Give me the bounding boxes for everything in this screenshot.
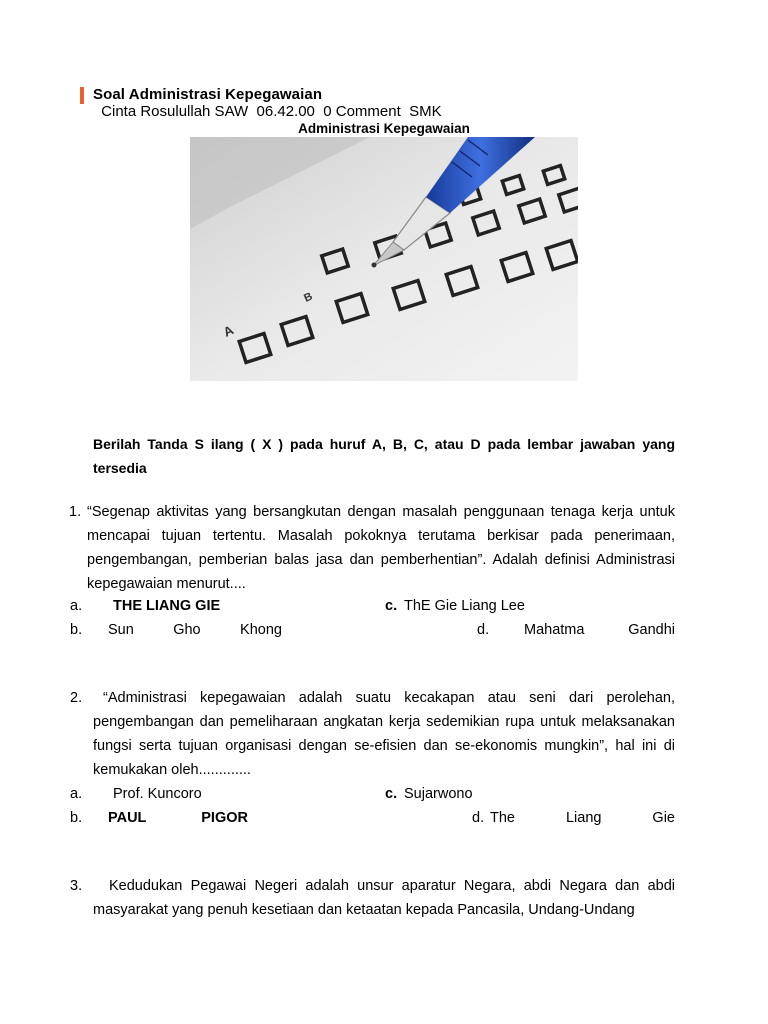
q1-option-a-text[interactable]: THE LIANG GIE <box>113 598 221 614</box>
q2-option-a-letter: a. <box>70 786 83 802</box>
q1-option-b-word: Gho <box>173 622 201 638</box>
question-3-number: 3. <box>70 878 83 894</box>
q1-option-b-letter: b. <box>70 622 83 638</box>
question-1-text: “Segenap aktivitas yang bersangkutan dengan masalah penggunaan tenaga kerja untuk mencapai tujuan tertentu. Masalah pokoknya terutama berkisar pada penerimaan, pengembangan, pemberian balas jasa dan pemberhentian”. Adalah definisi Administrasi kepegawaian menurut.... <box>87 504 675 592</box>
q1-option-d-letter: d. <box>477 622 490 638</box>
q2-option-d-letter: d. <box>472 810 485 826</box>
q2-option-b-word: PAUL <box>108 810 147 826</box>
q2-option-d-word: Liang <box>565 810 602 826</box>
instruction: Berilah Tanda S ilang ( X ) pada huruf A, B, C, atau D pada lembar jawaban yang tersedia <box>93 436 675 476</box>
q1-option-a-letter: a. <box>70 598 83 614</box>
question-2-number: 2. <box>70 690 83 706</box>
option-letter-b: B <box>302 290 315 305</box>
q1-option-b-text[interactable] <box>108 618 282 642</box>
q1-option-c-text[interactable]: ThE Gie Liang Lee <box>404 598 525 614</box>
q1-option-d-word: Mahatma <box>524 622 585 638</box>
q2-option-c-letter: c. <box>385 786 398 802</box>
q2-option-d-word: The <box>490 810 515 826</box>
option-letter-a: A <box>220 322 236 340</box>
q2-option-c-text[interactable]: Sujarwono <box>404 786 473 802</box>
post-subtitle: Administrasi Kepegawaian <box>298 121 470 136</box>
title-accent-bar <box>80 87 84 104</box>
q2-option-b-letter: b. <box>70 810 83 826</box>
question-3-text: Kedudukan Pegawai Negeri adalah unsur aparatur Negara, abdi Negara dan abdi masyarakat yang penuh kesetiaan dan ketaatan kepada Pancasila, Undang-Undang <box>93 878 675 918</box>
q1-option-d-word: Gandhi <box>628 622 675 638</box>
q1-option-b-word: Sun <box>108 622 134 638</box>
post-meta: Cinta Rosulullah SAW 06.42.00 0 Comment SMK <box>97 103 442 120</box>
answer-sheet-photo <box>190 137 578 381</box>
q1-option-c-letter: c. <box>385 598 398 614</box>
q2-option-d-word: Gie <box>652 810 675 826</box>
question-2-text: “Administrasi kepegawaian adalah suatu kecakapan atau seni dari perolehan, pengembangan dan pemeliharaan angkatan kerja sedemikian rupa untuk melaksanakan fungsi serta tujuan organisasi dengan se-efisien dan se-ekonomis mungkin”, hal ini di kemukakan oleh............. <box>93 690 675 778</box>
q2-option-d-text[interactable] <box>490 806 675 830</box>
q1-option-d-text[interactable] <box>524 618 675 642</box>
q1-option-b-word: Khong <box>240 622 282 638</box>
question-1-number: 1. <box>69 504 82 520</box>
q2-option-b-word: PIGOR <box>201 810 248 826</box>
post-title[interactable]: Soal Administrasi Kepegawaian <box>93 86 323 103</box>
q2-option-a-text[interactable]: Prof. Kuncoro <box>113 786 202 802</box>
q2-option-b-text[interactable] <box>108 806 248 830</box>
